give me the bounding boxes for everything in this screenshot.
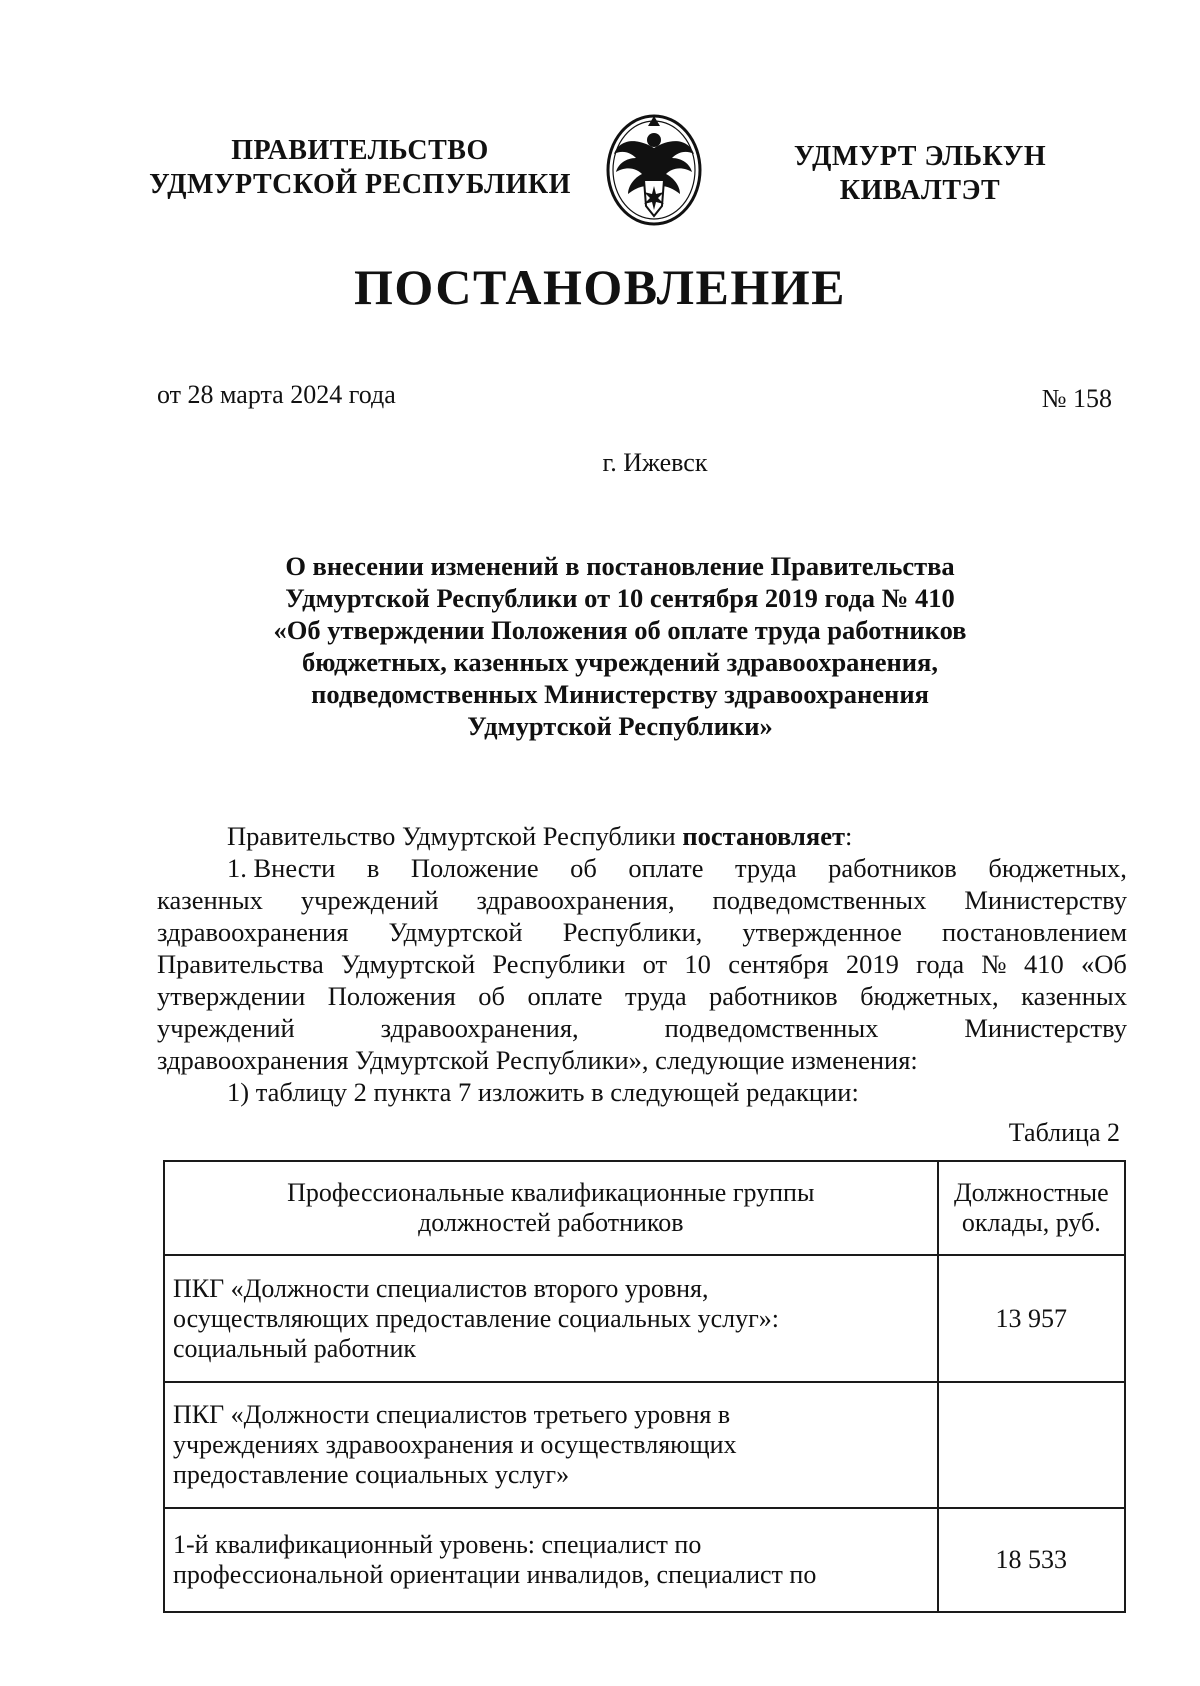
word: «Об	[1080, 949, 1127, 979]
item1-line	[157, 884, 1127, 916]
document-subject	[200, 550, 1040, 742]
preamble-bold: постановляет	[682, 821, 846, 851]
table-cell-group	[164, 1382, 938, 1508]
preamble-colon: :	[845, 821, 853, 851]
document-type-title: ПОСТАНОВЛЕНИЕ	[354, 259, 846, 315]
table-cell-group	[164, 1508, 938, 1612]
udmurt-coat-of-arms-icon	[598, 108, 710, 230]
item1-line-last: здравоохранения Удмуртской Республики», следующие изменения:	[157, 1045, 918, 1075]
word: утверждении	[157, 981, 306, 1011]
table-header-salary	[938, 1161, 1125, 1255]
word: об	[478, 981, 506, 1011]
government-name-udmurt-line1: УДМУРТ ЭЛЬКУН	[793, 141, 1047, 172]
table-row	[164, 1255, 1125, 1382]
word: Министерству	[964, 1013, 1127, 1043]
word: постановлением	[941, 917, 1127, 947]
header-groups-line2: должностей работников	[418, 1208, 684, 1237]
document-date: от 28 марта 2024 года	[157, 380, 396, 409]
table-cell-salary: 13 957	[938, 1255, 1125, 1382]
item1-line	[157, 916, 1127, 948]
table-cell-salary: 18 533	[938, 1508, 1125, 1612]
table-row	[164, 1508, 1125, 1612]
subject-line: Удмуртской Республики от 10 сентября 2019 года № 410	[285, 583, 955, 613]
word: работников	[828, 853, 957, 883]
word: года	[916, 949, 965, 979]
word: Удмуртской	[388, 917, 523, 947]
word: здравоохранения,	[380, 1013, 579, 1043]
word: бюджетных,	[860, 981, 999, 1011]
word: казенных	[157, 885, 263, 915]
header-groups-line1: Профессиональные квалификационные группы	[287, 1178, 815, 1207]
table-header-row	[164, 1161, 1125, 1255]
word: сентября	[728, 949, 829, 979]
item1-line	[157, 1012, 1127, 1044]
word: учреждений	[157, 1013, 295, 1043]
header-salary-line1: Должностные	[953, 1178, 1109, 1207]
word: 10	[684, 949, 711, 979]
word: здравоохранения	[157, 917, 349, 947]
word: оплате	[527, 981, 603, 1011]
table-row	[164, 1382, 1125, 1508]
table-cell-group	[164, 1255, 938, 1382]
table-header-groups	[164, 1161, 938, 1255]
cell-line: 1-й квалификационный уровень: специалист по	[173, 1530, 702, 1559]
subject-line: подведомственных Министерству здравоохранения	[311, 679, 929, 709]
word: бюджетных,	[988, 853, 1127, 883]
cell-line: учреждениях здравоохранения и осуществляющих	[173, 1430, 737, 1459]
word: 2019	[845, 949, 899, 979]
word: Положение	[410, 853, 539, 883]
government-name-udmurt-line2: КИВАЛТЭТ	[839, 175, 1001, 206]
table-cell-salary	[938, 1382, 1125, 1508]
word: Положения	[327, 981, 456, 1011]
subject-line: бюджетных, казенных учреждений здравоохранения,	[302, 647, 938, 677]
government-name-line1: ПРАВИТЕЛЬСТВО	[231, 135, 489, 166]
cell-line: ПКГ «Должности специалистов третьего уровня в	[173, 1400, 731, 1429]
subject-line: Удмуртской Республики»	[467, 711, 773, 741]
table-caption: Таблица 2	[1008, 1118, 1120, 1147]
word: в	[366, 853, 380, 883]
word: оплате	[628, 853, 704, 883]
word: 1. Внести	[227, 853, 336, 883]
cell-line: социальный работник	[173, 1333, 417, 1363]
word: №	[981, 949, 1007, 979]
cell-line: профессиональной ориентации инвалидов, специалист по	[173, 1560, 817, 1589]
word: работников	[709, 981, 838, 1011]
word: от	[642, 949, 668, 979]
word: Министерству	[964, 885, 1127, 915]
word: Республики,	[562, 917, 703, 947]
subject-line: «Об утверждении Положения об оплате труда работников	[273, 615, 967, 645]
header-salary-line2: оклады, руб.	[961, 1208, 1101, 1237]
government-name-russian	[140, 134, 580, 202]
cell-line: предоставление социальных услуг»	[173, 1460, 570, 1489]
word: Правительства	[157, 949, 324, 979]
item1-line	[157, 948, 1127, 980]
word: труда	[735, 853, 797, 883]
word: 410	[1023, 949, 1064, 979]
word: Удмуртской	[341, 949, 476, 979]
word: Республики	[492, 949, 626, 979]
government-name-line2: УДМУРТСКОЙ РЕСПУБЛИКИ	[149, 169, 571, 200]
cell-line: осуществляющих предоставление социальных услуг»:	[173, 1303, 779, 1333]
document-number: № 158	[1041, 384, 1112, 413]
word: здравоохранения,	[476, 885, 675, 915]
subitem1: 1) таблицу 2 пункта 7 изложить в следующей редакции:	[227, 1077, 859, 1107]
preamble-text: Правительство Удмуртской Республики	[227, 821, 683, 851]
word: подведомственных	[664, 1013, 879, 1043]
preamble	[157, 820, 1127, 852]
body-text	[157, 820, 1127, 1108]
document-city: г. Ижевск	[602, 448, 708, 477]
subject-line: О внесении изменений в постановление Правительства	[285, 551, 955, 581]
item1-line	[157, 852, 1127, 884]
item1-line	[157, 980, 1127, 1012]
word: труда	[624, 981, 687, 1011]
government-name-udmurt	[760, 140, 1080, 208]
word: утвержденное	[742, 917, 902, 947]
cell-line: ПКГ «Должности специалистов второго уровня,	[173, 1273, 709, 1303]
salary-table	[163, 1160, 1126, 1613]
word: подведомственных	[712, 885, 927, 915]
word: учреждений	[300, 885, 439, 915]
word: казенных	[1021, 981, 1127, 1011]
word: об	[570, 853, 597, 883]
